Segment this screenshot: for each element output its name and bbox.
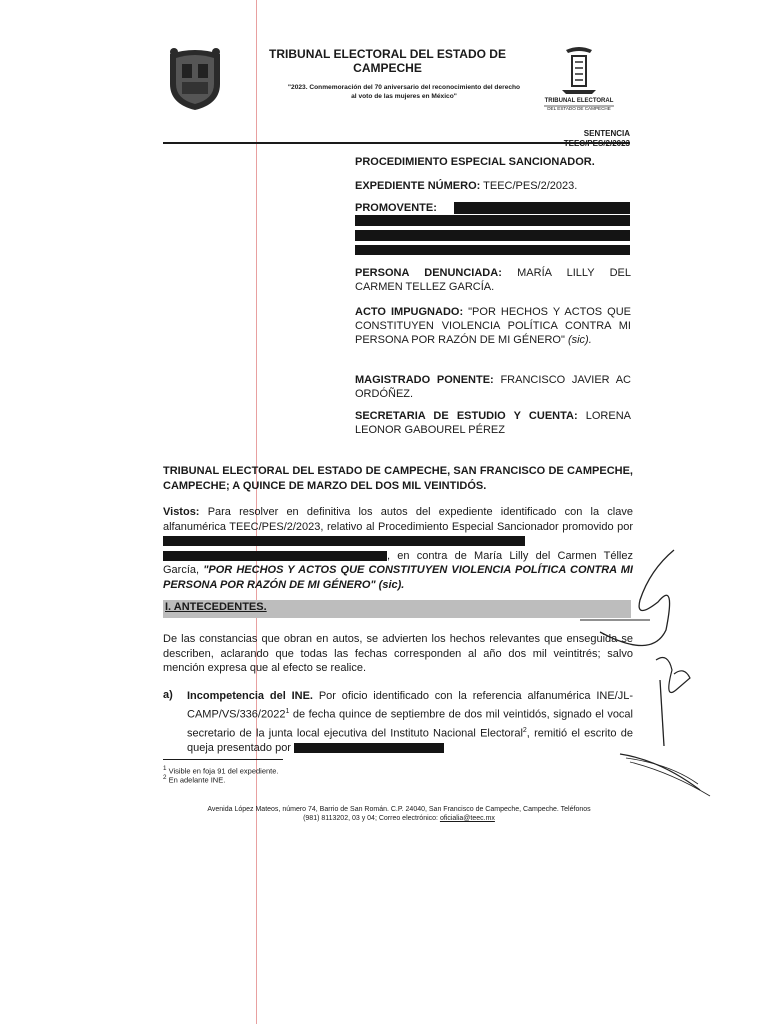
intro-paragraph: TRIBUNAL ELECTORAL DEL ESTADO DE CAMPECHE, SAN FRANCISCO DE CAMPECHE, CAMPECHE; A QUINCE DE MARZO DEL DOS MIL VEINTIDÓS. bbox=[163, 465, 633, 492]
footer-address: Avenida López Mateos, número 74, Barrio de San Román. C.P. 24040, San Francisco de Campeche, Campeche. Teléfonos bbox=[207, 806, 591, 813]
act-label: ACTO IMPUGNADO: bbox=[355, 306, 464, 318]
footer-phone: (981) 8113202, 03 y 04; Correo electrónico: bbox=[303, 815, 438, 822]
header-title bbox=[250, 47, 525, 75]
document-number bbox=[564, 139, 630, 149]
list-marker-a: a) bbox=[163, 689, 173, 701]
redaction-bar bbox=[355, 230, 630, 241]
document-type-block bbox=[564, 129, 630, 149]
vistos-sic: (sic). bbox=[378, 578, 405, 591]
judge-value: FRANCISCO JAVIER AC ORDÓÑEZ. bbox=[355, 374, 632, 400]
denounced-label: PERSONA DENUNCIADA: bbox=[355, 267, 502, 279]
vistos-paragraph bbox=[163, 505, 633, 592]
vistos-label: Vistos: bbox=[163, 506, 200, 518]
vistos-text-1: Para resolver en definitiva los autos del expediente identificado con la clave alfanumérica TEEC/PES/2/2023, relativo al Procedimiento Especial Sancionador promovido por bbox=[163, 506, 633, 533]
promovente-label: PROMOVENTE: bbox=[355, 202, 437, 214]
coat-of-arms-seal bbox=[164, 44, 226, 112]
item-a-title: Incompetencia del INE. bbox=[187, 690, 313, 702]
secretary bbox=[355, 409, 631, 437]
procedure-type: PROCEDIMIENTO ESPECIAL SANCIONADOR. bbox=[355, 156, 595, 168]
footer-email-link[interactable]: oficialia@teec.mx bbox=[439, 815, 495, 822]
challenged-act bbox=[355, 305, 631, 347]
footnote-2-number: 2 bbox=[163, 774, 167, 781]
footer-contact bbox=[170, 814, 628, 823]
rapporteur-judge bbox=[355, 373, 631, 401]
footnote-2 bbox=[163, 773, 225, 785]
page-footer bbox=[170, 805, 628, 823]
denounced-person bbox=[355, 266, 631, 294]
vistos-quote: "POR HECHOS Y ACTOS QUE CONSTITUYEN VIOLENCIA POLÍTICA CONTRA MI PERSONA POR RAZÓN DE MI GÉNERO" bbox=[163, 564, 633, 591]
redaction-bar bbox=[355, 245, 630, 255]
file-number-value: TEEC/PES/2/2023. bbox=[483, 180, 578, 192]
redaction-bar bbox=[355, 215, 630, 226]
header-title-line1: TRIBUNAL ELECTORAL DEL ESTADO DE bbox=[269, 47, 506, 61]
footnote-ref-2: 2 bbox=[522, 726, 527, 734]
file-number bbox=[355, 179, 631, 193]
redaction-bar bbox=[163, 536, 525, 546]
commemoration-line1: "2023. Conmemoración del 70 aniversario del reconocimiento del derecho bbox=[287, 84, 521, 91]
secretary-value: LORENA LEONOR GABOUREL PÉREZ bbox=[355, 410, 631, 436]
handwritten-signature bbox=[580, 540, 730, 800]
judge-label: MAGISTRADO PONENTE: bbox=[355, 374, 494, 386]
commemoration-line2: al voto de las mujeres en México" bbox=[351, 93, 457, 100]
act-value: "POR HECHOS Y ACTOS QUE CONSTITUYEN VIOLENCIA POLÍTICA CONTRA MI PERSONA POR RAZÓN DE MI GÉNERO" bbox=[355, 306, 631, 346]
footnote-1-text: Visible en foja 91 del expediente. bbox=[168, 766, 279, 776]
commemoration-text bbox=[254, 83, 554, 101]
section-title: I. ANTECEDENTES. bbox=[165, 601, 267, 613]
section-heading-antecedentes bbox=[163, 600, 631, 618]
list-item-a bbox=[187, 689, 633, 756]
item-a-text-1: Por oficio identificado con la referencia alfanumérica INE/JL-CAMP/VS/336/2022 bbox=[187, 690, 633, 721]
footnote-divider bbox=[163, 759, 283, 760]
footnote-1-number: 1 bbox=[163, 765, 167, 772]
seal-caption bbox=[536, 98, 622, 112]
redaction-bar bbox=[294, 743, 444, 753]
header-divider bbox=[163, 142, 630, 144]
seal-caption-line1: TRIBUNAL ELECTORAL bbox=[544, 98, 614, 104]
act-sic: (sic). bbox=[567, 334, 592, 346]
footnote-2-text: En adelante INE. bbox=[168, 775, 226, 785]
file-number-label: EXPEDIENTE NÚMERO: bbox=[355, 180, 481, 192]
document-type: SENTENCIA bbox=[583, 129, 630, 138]
secretary-label: SECRETARIA DE ESTUDIO Y CUENTA: bbox=[355, 410, 578, 422]
redaction-bar bbox=[163, 551, 387, 561]
denounced-value: MARÍA LILLY DEL CARMEN TELLEZ GARCÍA. bbox=[355, 267, 631, 293]
redaction-bar bbox=[454, 202, 630, 214]
antecedentes-paragraph: De las constancias que obran en autos, se advierten los hechos relevantes que enseguida se describen, aclarando que todas las fechas corresponden al año dos mil veintitrés; salvo mención expresa que al efecto se realice. bbox=[163, 633, 633, 674]
seal-caption-line2: DEL ESTADO DE CAMPECHE bbox=[547, 106, 611, 111]
item-a-text-3: , remitió el escrito de queja presentado por bbox=[187, 727, 633, 755]
footnote-ref-1: 1 bbox=[285, 708, 290, 715]
item-a-text-2: de fecha quince de septiembre de dos mil veintidós, signado el vocal secretario de la junta local ejecutiva del Instituto Nacional Electoral bbox=[187, 708, 633, 740]
vistos-text-2: , en contra de María Lilly del Carmen Téllez García, bbox=[163, 549, 633, 576]
header-title-line2: CAMPECHE bbox=[353, 61, 422, 75]
